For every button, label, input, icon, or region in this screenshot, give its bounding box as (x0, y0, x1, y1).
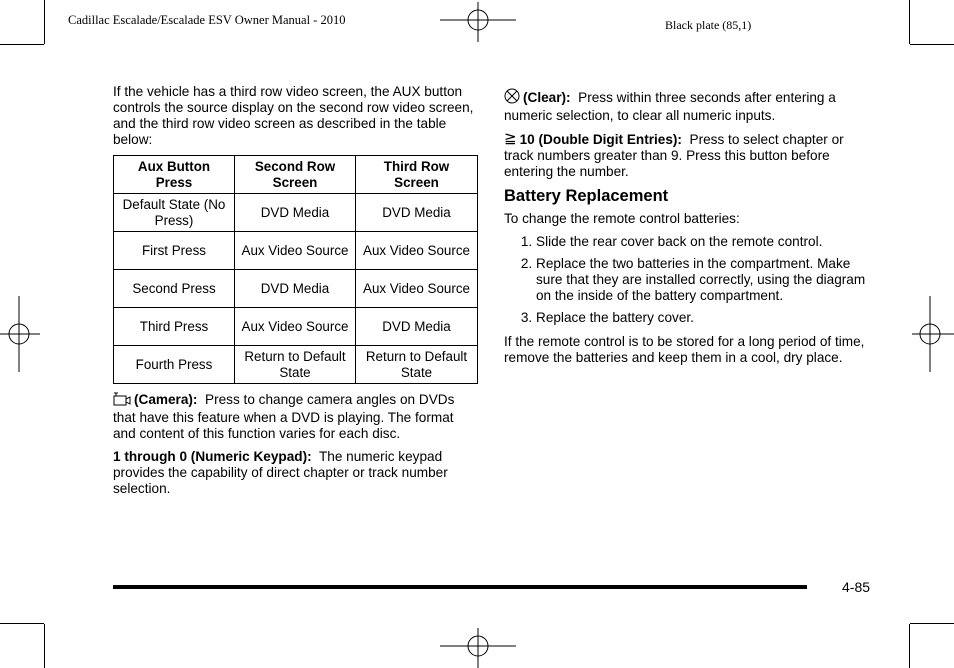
clear-icon (504, 88, 520, 108)
crop-mark-bl-h (0, 623, 44, 624)
keypad-label: 1 through 0 (Numeric Keypad): (113, 449, 312, 464)
table-cell: Aux Video Source (235, 232, 356, 270)
table-cell: DVD Media (235, 194, 356, 232)
double-digit-label: 10 (Double Digit Entries): (519, 132, 682, 147)
keypad-text: The numeric keypad provides the capability of direct chapter or track number selection. (113, 449, 448, 496)
aux-button-table (113, 155, 478, 384)
page-number: 4-85 (842, 579, 871, 595)
table-row (114, 232, 478, 270)
double-digit-paragraph (504, 131, 870, 180)
table-header-cell: Aux Button Press (114, 156, 235, 194)
list-item: 1. Slide the rear cover back on the remote control. (536, 234, 870, 250)
table-header-cell: Second Row Screen (235, 156, 356, 194)
table-row (114, 194, 478, 232)
crop-mark-br-v (909, 624, 910, 668)
table-cell: Return to Default State (356, 346, 478, 384)
table-cell: Fourth Press (114, 346, 235, 384)
keypad-paragraph (113, 449, 479, 497)
clear-label: (Clear): (523, 90, 571, 105)
registration-mark-right (912, 296, 954, 372)
table-cell: Second Press (114, 270, 235, 308)
table-cell: DVD Media (235, 270, 356, 308)
aux-intro-paragraph: If the vehicle has a third row video screen, the AUX button controls the source display on the second row video screen, and the third row video screen as described in the table below: (113, 84, 474, 147)
greater-equal-icon: ≧ (504, 130, 517, 147)
camera-icon (113, 392, 131, 410)
clear-text: Press within three seconds after entering a numeric selection, to clear all numeric inputs. (504, 90, 836, 123)
camera-label: (Camera): (134, 392, 198, 407)
double-digit-text: Press to select chapter or track numbers greater than 9. Press this button before entering the number. (504, 132, 844, 179)
table-cell: DVD Media (356, 194, 478, 232)
crop-mark-tl-h (0, 44, 44, 45)
storage-paragraph: If the remote control is to be stored for a long period of time, remove the batteries and keep them in a cool, dry place. (504, 334, 865, 365)
list-item: 2. Replace the two batteries in the compartment. Make sure that they are installed correctly, using the diagram on the inside of the battery compartment. (536, 256, 870, 304)
crop-mark-br-h (910, 623, 954, 624)
table-cell: First Press (114, 232, 235, 270)
camera-paragraph (113, 392, 479, 442)
left-column (113, 84, 479, 504)
crop-mark-tr-v (909, 0, 910, 44)
table-row (114, 346, 478, 384)
clear-paragraph (504, 88, 870, 124)
battery-intro: To change the remote control batteries: (504, 211, 740, 226)
table-header-cell: Third Row Screen (356, 156, 478, 194)
crop-mark-bl-v (44, 624, 45, 668)
table-cell: Default State (No Press) (114, 194, 235, 232)
registration-mark-bottom (440, 628, 516, 668)
registration-mark-left (0, 296, 40, 372)
list-item: 3. Replace the battery cover. (536, 310, 870, 326)
crop-mark-tr-h (910, 44, 954, 45)
table-cell: Aux Video Source (356, 270, 478, 308)
battery-heading: Battery Replacement (504, 187, 669, 205)
battery-steps-list (504, 234, 870, 326)
manual-title: Cadillac Escalade/Escalade ESV Owner Manual - 2010 (68, 13, 346, 27)
table-cell: DVD Media (356, 308, 478, 346)
table-cell: Aux Video Source (356, 232, 478, 270)
table-cell: Aux Video Source (235, 308, 356, 346)
registration-mark-top (440, 2, 516, 42)
table-cell: Return to Default State (235, 346, 356, 384)
camera-text: Press to change camera angles on DVDs that have this feature when a DVD is playing. The format and content of this function varies for each disc. (113, 392, 455, 441)
plate-label: Black plate (85,1) (665, 18, 752, 32)
table-row (114, 308, 478, 346)
table-row (114, 270, 478, 308)
table-cell: Third Press (114, 308, 235, 346)
table-header-row (114, 156, 478, 194)
right-column (504, 88, 870, 373)
footer-rule (113, 585, 807, 589)
crop-mark-tl-v (44, 0, 45, 44)
